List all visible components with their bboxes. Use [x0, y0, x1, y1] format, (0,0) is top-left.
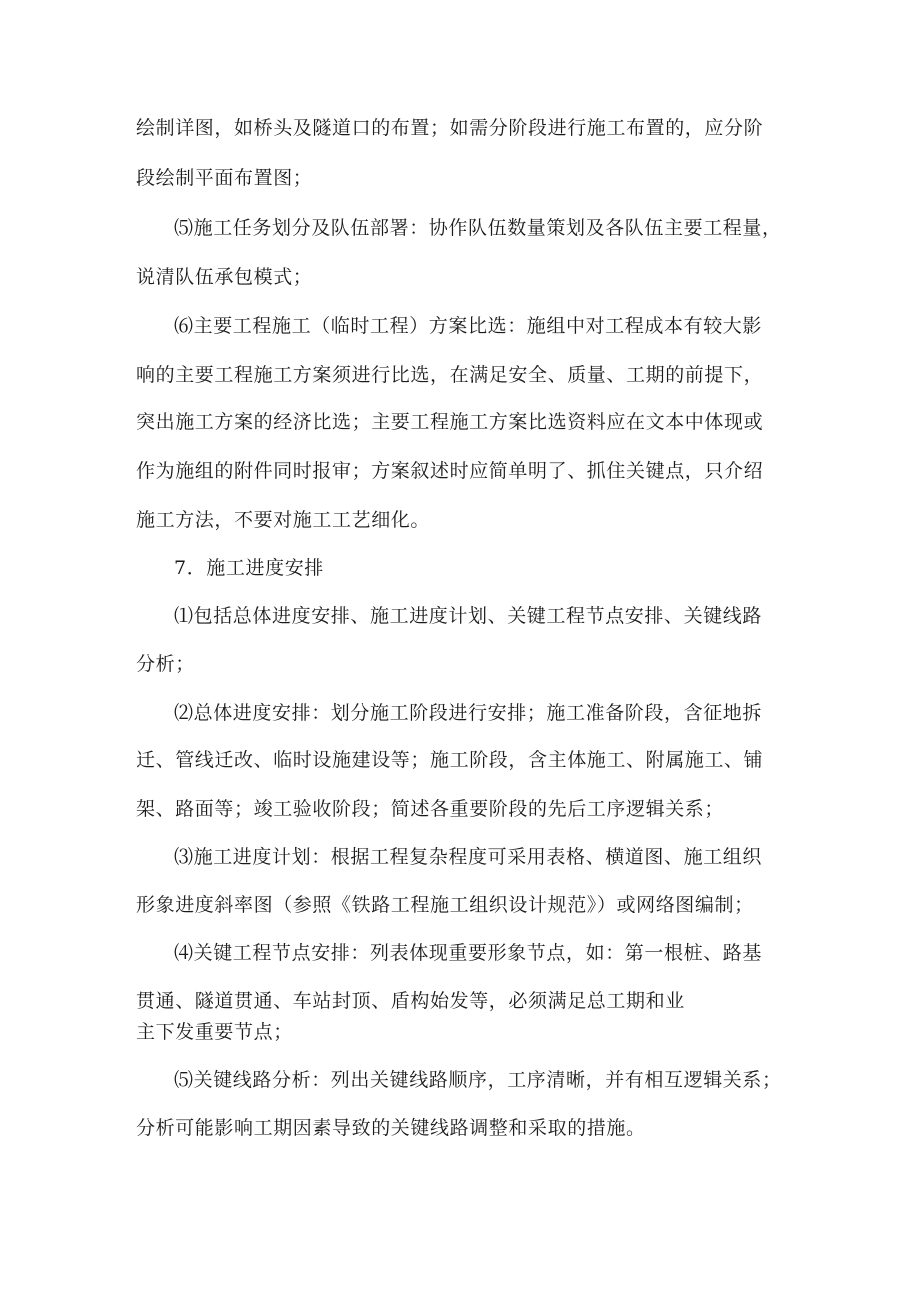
text-line: 响的主要工程施工方案须进行比选，在满足安全、质量、工期的前提下，: [136, 364, 764, 386]
text-line: 突出施工方案的经济比选；主要工程施工方案比选资料应在文本中体现或: [136, 411, 764, 433]
text-line: 作为施组的附件同时报审；方案叙述时应简单明了、抓住关键点，只介绍: [136, 460, 764, 482]
text-line: ⑹主要工程施工（临时工程）方案比选：施组中对工程成本有较大影: [174, 315, 763, 337]
text-line: 绘制详图，如桥头及隧道口的布置；如需分阶段进行施工布置的，应分阶: [136, 117, 764, 139]
text-line: 段绘制平面布置图；: [136, 167, 313, 189]
section-heading: 7．施工进度安排: [174, 557, 324, 579]
text-line: ⑸施工任务划分及队伍部署：协作队伍数量策划及各队伍主要工程量，: [174, 217, 782, 239]
text-line: 施工方法，不要对施工工艺细化。: [136, 509, 431, 531]
text-line: ⑴包括总体进度安排、施工进度计划、关键工程节点安排、关键线路: [174, 605, 763, 627]
text-line: 分析可能影响工期因素导致的关键线路调整和采取的措施。: [136, 1117, 646, 1139]
text-line: 形象进度斜率图（参照《铁路工程施工组织设计规范》）或网络图编制；: [136, 894, 754, 916]
text-line: ⑷关键工程节点安排：列表体现重要形象节点，如：第一根桩、路基: [174, 942, 763, 964]
text-line: ⑸关键线路分析：列出关键线路顺序，工序清晰，并有相互逻辑关系；: [174, 1069, 782, 1091]
text-line: ⑵总体进度安排：划分施工阶段进行安排；施工准备阶段，含征地拆: [174, 702, 763, 724]
text-line: 迁、管线迁改、临时设施建设等；施工阶段，含主体施工、附属施工、铺: [136, 749, 764, 771]
text-line: 主下发重要节点；: [136, 1021, 293, 1043]
text-line: 分析；: [136, 653, 195, 675]
text-line: ⑶施工进度计划：根据工程复杂程度可采用表格、横道图、施工组织: [174, 846, 763, 868]
text-line: 说清队伍承包模式；: [136, 266, 313, 288]
text-line: 贯通、隧道贯通、车站封顶、盾构始发等，必须满足总工期和业: [136, 990, 685, 1012]
text-line: 架、路面等；竣工验收阶段；简述各重要阶段的先后工序逻辑关系；: [136, 798, 725, 820]
